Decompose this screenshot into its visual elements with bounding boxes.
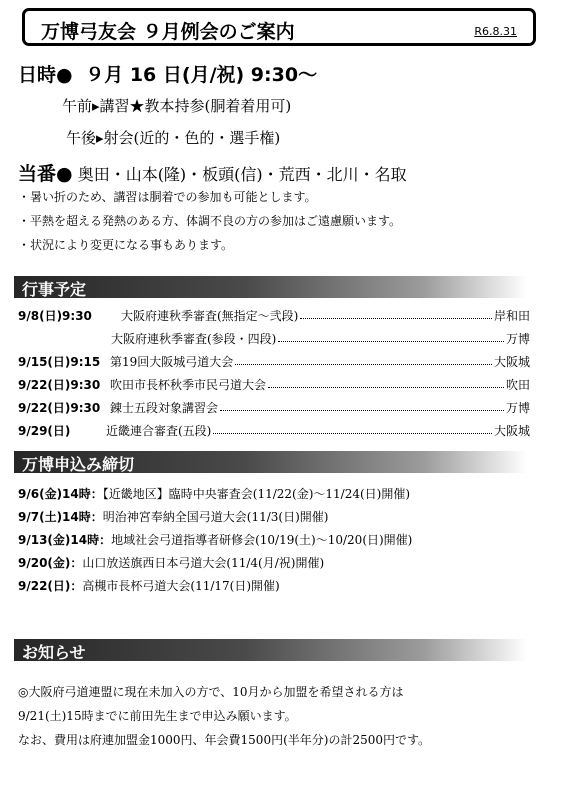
datetime-label: 日時● bbox=[18, 64, 73, 86]
event-name: 第19回大阪城弓道大会 bbox=[110, 355, 234, 369]
duty-label: 当番● bbox=[18, 163, 73, 185]
event-name: 大阪府連秋季審査(無指定～弐段) bbox=[121, 309, 299, 323]
event-name: 近畿連合審査(五段) bbox=[106, 424, 212, 438]
notice-line: なお、費用は府連加盟金1000円、年会費1500円(半年分)の計2500円です。 bbox=[18, 733, 431, 747]
note-2: ・平熱を超える発熱のある方、体調不良の方の参加はご遠慮願います。 bbox=[18, 214, 402, 228]
deadline-text: 高槻市長杯弓道大会(11/17(日)開催) bbox=[82, 579, 280, 593]
event-row bbox=[18, 399, 530, 419]
schedule-afternoon: 午後▸射会(近的・色的・選手権) bbox=[66, 129, 281, 147]
notice-header: お知らせ bbox=[22, 643, 86, 662]
event-place: 万博 bbox=[505, 332, 530, 346]
deadline-row bbox=[18, 531, 412, 548]
notice-line: 9/21(土)15時までに前田先生まで申込み願います。 bbox=[18, 709, 297, 723]
note-3: ・状況により変更になる事もあります。 bbox=[18, 238, 234, 252]
duty-names: 奥田・山本(隆)・板頭(信)・荒西・北川・名取 bbox=[77, 165, 407, 184]
deadline-date: 9/13(金)14時： bbox=[18, 533, 112, 547]
leader-dots bbox=[213, 422, 492, 434]
event-date: 9/22(日)9:30 bbox=[18, 401, 101, 415]
event-row bbox=[18, 376, 530, 396]
deadline-text: 山口放送旗西日本弓道大会(11/4(月/祝)開催) bbox=[82, 556, 325, 570]
event-place: 大阪城 bbox=[493, 424, 530, 438]
duty-line bbox=[18, 159, 407, 186]
issue-date: R6.8.31 bbox=[474, 25, 517, 38]
event-date: 9/29(日) bbox=[18, 424, 71, 438]
event-name: 錬士五段対象講習会 bbox=[110, 401, 219, 415]
note-1: ・暑い折のため、講習は胴着での参加も可能とします。 bbox=[18, 190, 317, 204]
event-date: 9/22(日)9:30 bbox=[18, 378, 101, 392]
event-row bbox=[18, 422, 530, 442]
deadlines-header: 万博申込み締切 bbox=[22, 455, 135, 474]
datetime-line bbox=[18, 60, 317, 87]
event-place: 万博 bbox=[505, 401, 530, 415]
events-banner bbox=[14, 276, 527, 298]
notice-line: ◎大阪府弓道連盟に現在未加入の方で、10月から加盟を希望される方は bbox=[18, 685, 404, 699]
leader-dots bbox=[235, 353, 492, 365]
event-place: 大阪城 bbox=[493, 355, 530, 369]
event-row bbox=[18, 307, 530, 327]
event-name: 大阪府連秋季審査(参段・四段) bbox=[111, 332, 277, 346]
schedule-morning: 午前▸講習★教本持参(胴着着用可) bbox=[62, 97, 292, 115]
event-name: 吹田市長杯秋季市民弓道大会 bbox=[110, 378, 267, 392]
deadline-date: 9/6(金)14時： bbox=[18, 487, 103, 501]
title-box bbox=[22, 8, 536, 46]
leader-dots bbox=[300, 307, 492, 319]
deadlines-banner bbox=[14, 451, 527, 473]
events-header: 行事予定 bbox=[22, 280, 87, 299]
leader-dots bbox=[268, 376, 504, 388]
deadline-text: 明治神宮奉納全国弓道大会(11/3(日)開催) bbox=[102, 510, 329, 524]
deadline-row bbox=[18, 577, 280, 594]
deadline-date: 9/7(土)14時： bbox=[18, 510, 103, 524]
event-date: 9/15(日)9:15 bbox=[18, 355, 101, 369]
event-place: 岸和田 bbox=[493, 309, 530, 323]
deadline-date: 9/22(日)： bbox=[18, 579, 83, 593]
deadline-row bbox=[18, 508, 328, 525]
leader-dots bbox=[278, 330, 504, 342]
datetime-value: ９月 16 日(月/祝) 9:30～ bbox=[85, 64, 318, 86]
event-row bbox=[18, 330, 530, 350]
deadline-text: 【近畿地区】臨時中央審査会(11/22(金)～11/24(日)開催) bbox=[102, 487, 411, 501]
event-place: 吹田 bbox=[505, 378, 530, 392]
event-date: 9/8(日)9:30 bbox=[18, 309, 92, 323]
page-title: 万博弓友会 ９月例会のご案内 bbox=[41, 21, 295, 43]
notice-banner bbox=[14, 639, 527, 661]
deadline-row bbox=[18, 554, 324, 571]
leader-dots bbox=[220, 399, 504, 411]
deadline-row bbox=[18, 485, 410, 502]
deadline-date: 9/20(金)： bbox=[18, 556, 83, 570]
deadline-text: 地域社会弓道指導者研修会(10/19(土)～10/20(日)開催) bbox=[111, 533, 413, 547]
event-row bbox=[18, 353, 530, 373]
